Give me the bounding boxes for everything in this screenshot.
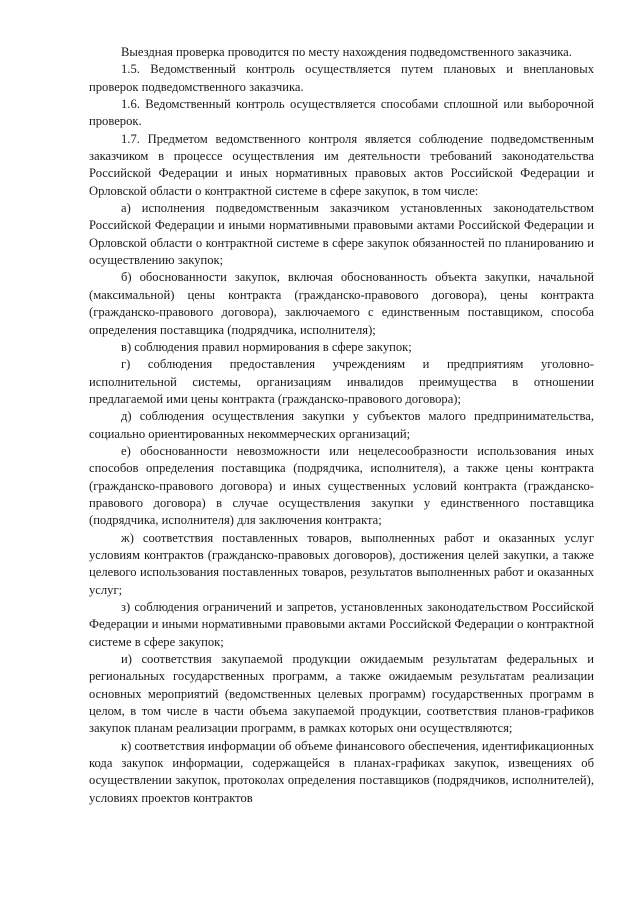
- paragraph-1-5: 1.5. Ведомственный контроль осуществляется путем плановых и внеплановых проверок подведомственного заказчика.: [89, 62, 594, 94]
- paragraph-item-e: е) обоснованности невозможности или нецелесообразности использования иных способов определения поставщика (подрядчика, исполнителя), а также цены контракта (гражданско-правового договора) и иных существенных условий контракта (гражданско-правового договора) в случае осуществления закупки у единственного поставщика (подрядчика, исполнителя) для заключения контракта;: [89, 443, 594, 528]
- document-body: [89, 44, 594, 807]
- paragraph-item-d: д) соблюдения осуществления закупки у субъектов малого предпринимательства, социально ориентированных некоммерческих организаций;: [89, 409, 594, 441]
- paragraph-onsite-inspection: Выездная проверка проводится по месту нахождения подведомственного заказчика.: [121, 45, 572, 59]
- paragraph-1-7: 1.7. Предметом ведомственного контроля является соблюдение подведомственным заказчиком в процессе осуществления им деятельности требований законодательства Российской Федерации и иных нормативных правовых актов Российской Федерации и Орловской области о контрактной системе в сфере закупок, в том числе:: [89, 131, 594, 198]
- paragraph-item-zh: ж) соответствия поставленных товаров, выполненных работ и оказанных услуг условиям контрактов (гражданско-правовых договоров), достижения целей закупки, а также целевого использования поставленных товаров, результатов выполненных работ и оказанных услуг;: [89, 530, 594, 597]
- paragraph-item-g: г) соблюдения предоставления учреждениям и предприятиям уголовно-исполнительной системы, организациям инвалидов преимущества в отношении предлагаемой ими цены контракта (гражданско-правового договора);: [89, 357, 594, 406]
- paragraph-item-b: б) обоснованности закупок, включая обоснованность объекта закупки, начальной (максимальной) цены контракта (гражданско-правового договора), цены контракта (гражданско-правового договора), заключаемого с единственным поставщиком, способа определения поставщика (подрядчика, исполнителя);: [89, 270, 594, 337]
- paragraph-item-a: а) исполнения подведомственным заказчиком установленных законодательством Российской Федерации и иными нормативными правовыми актами Российской Федерации и Орловской области о контрактной системе в сфере закупок обязанностей по планированию и осуществлению закупок;: [89, 201, 594, 268]
- paragraph-item-z: з) соблюдения ограничений и запретов, установленных законодательством Российской Федерации и иными нормативными правовыми актами Российской Федерации о контрактной системе в сфере закупок;: [89, 600, 594, 649]
- paragraph-item-i: и) соответствия закупаемой продукции ожидаемым результатам федеральных и региональных государственных программ, а также ожидаемым результатам реализации основных мероприятий (ведомственных целевых программ) государственных программ в целом, в том числе в части объема закупаемой продукции, соответствия планов-графиков закупок планам реализации программ, в рамках которых они осуществляются;: [89, 652, 594, 736]
- paragraph-1-6: 1.6. Ведомственный контроль осуществляется способами сплошной или выборочной проверок.: [89, 97, 594, 129]
- paragraph-item-k: к) соответствия информации об объеме финансового обеспечения, идентификационных кода закупок информации, содержащейся в планах-графиках закупок, извещениях об осуществлении закупок, протоколах определения поставщиков (подрядчиков, исполнителей), условиях проектов контрактов: [89, 738, 594, 805]
- paragraph-item-v: в) соблюдения правил нормирования в сфере закупок;: [121, 339, 412, 354]
